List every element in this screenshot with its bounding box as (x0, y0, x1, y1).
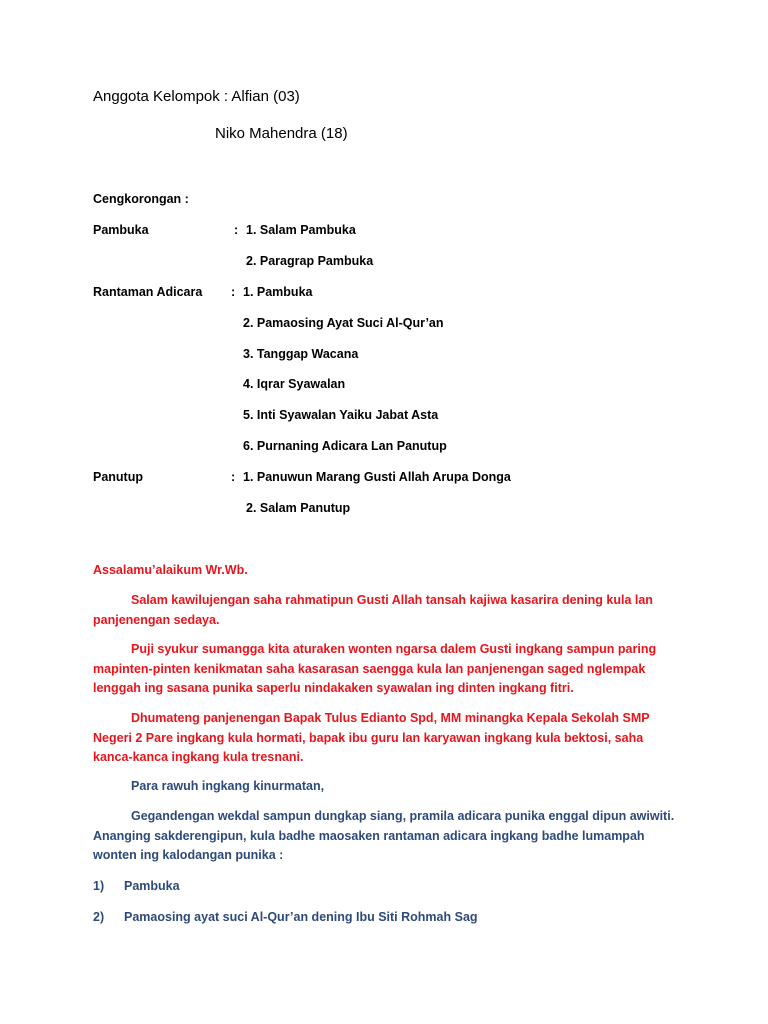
panutup-colon: : (231, 470, 236, 484)
rantaman-item-6: 6. Purnaning Adicara Lan Panutup (243, 439, 447, 453)
outline-title: Cengkorongan : (93, 192, 189, 206)
paragraph-puji-syukur: Puji syukur sumangga kita aturaken wonten ngarsa dalem Gusti ingkang sampun paring mapinten-pinten kenikmatan saha kasarasan saengga kula lan panjenengan saged nglempak lenggah ing sasana punika saperlu nindakaken syawalan ing dinten ingkang fitri. (93, 642, 657, 695)
list-item (93, 878, 180, 894)
member2: Niko Mahendra (18) (215, 125, 348, 142)
list-number: 1) (93, 879, 105, 893)
paragraph-salam: Salam kawilujengan saha rahmatipun Gusti Allah tansah kajiwa kasarira dening kula lan panjenengan sedaya. (93, 593, 653, 627)
rantaman-item-2: 2. Pamaosing Ayat Suci Al-Qur’an (243, 316, 444, 330)
rantaman-label: Rantaman Adicara (93, 285, 203, 299)
panutup-label: Panutup (93, 470, 143, 484)
rantaman-colon: : (231, 285, 236, 299)
members-line (93, 89, 300, 105)
panutup-item-2: 2. Salam Panutup (246, 501, 351, 515)
rantaman-item-3: 3. Tanggap Wacana (243, 347, 359, 361)
members-label: Anggota Kelompok : Alfian (93, 88, 269, 105)
pambuka-colon: : (234, 223, 239, 237)
list-number: 2) (93, 910, 105, 924)
member1-number: (03) (273, 88, 300, 105)
rantaman-item-1: 1. Pambuka (243, 285, 313, 299)
greeting: Assalamu’alaikum Wr.Wb. (93, 563, 248, 577)
list-text: Pamaosing ayat suci Al-Qur’an dening Ibu Siti Rohmah Sag (124, 910, 478, 924)
paragraph-para-rawuh: Para rawuh ingkang kinurmatan, (131, 779, 325, 793)
panutup-item-1: 1. Panuwun Marang Gusti Allah Arupa Donga (243, 470, 511, 484)
paragraph-gegandengan: Gegandengan wekdal sampun dungkap siang, pramila adicara punika enggal dipun awiwiti. Ananging sakderengipun, kula badhe maosaken rantaman adicara ingkang badhe lumampah wonten ing kalodangan punika : (93, 809, 675, 862)
rantaman-item-5: 5. Inti Syawalan Yaiku Jabat Asta (243, 408, 439, 422)
rantaman-item-4: 4. Iqrar Syawalan (243, 377, 346, 391)
list-item (93, 909, 478, 925)
pambuka-label: Pambuka (93, 223, 149, 237)
list-text: Pambuka (124, 879, 180, 893)
paragraph-dhumateng: Dhumateng panjenengan Bapak Tulus Edianto Spd, MM minangka Kepala Sekolah SMP Negeri 2 Pare ingkang kula hormati, bapak ibu guru lan karyawan ingkang kula bektosi, saha kanca-kanca ingkang kula tresnani. (93, 711, 650, 764)
pambuka-item-2: 2. Paragrap Pambuka (246, 254, 374, 268)
pambuka-item-1: 1. Salam Pambuka (246, 223, 356, 237)
